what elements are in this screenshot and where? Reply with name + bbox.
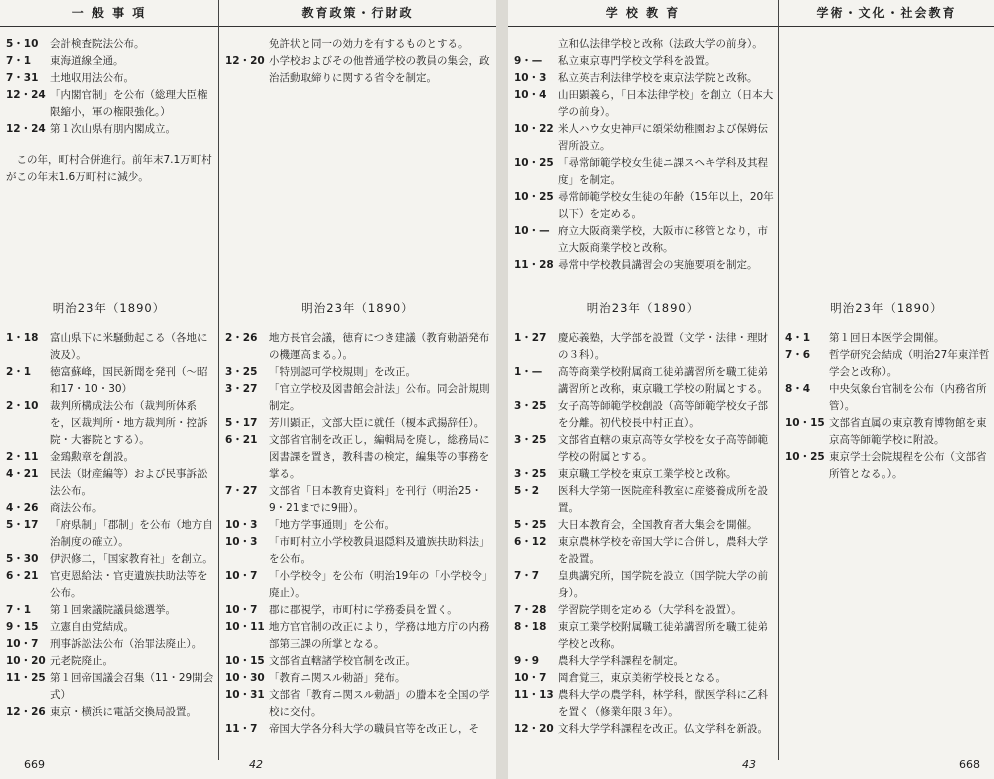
chronology-entry <box>225 619 492 653</box>
entry-date: 12・20 <box>225 55 265 67</box>
chronology-entry <box>225 670 492 687</box>
entry-date: 9・9 <box>514 655 540 667</box>
entry-text: 東京農林学校を帝国大学に合併し，農科大学を設置。 <box>558 536 768 565</box>
chronology-entry <box>6 449 214 466</box>
entry-text: 第１次山県有朋内閣成立。 <box>50 123 176 135</box>
entry-date: 6・21 <box>225 434 258 446</box>
entry-text: 女子高等師範学校創設（高等師範学校女子部を分離。初代校長中村正直）。 <box>558 400 768 429</box>
entry-text: 山田顕義ら，「日本法律学校」を創立（日本大学の前身）。 <box>558 89 774 118</box>
entry-text: 学習院学則を定める（大学科を設置）。 <box>558 604 742 616</box>
chronology-entry <box>6 653 214 670</box>
entry-date: 8・18 <box>514 621 547 633</box>
entry-text: 「市町村立小学校教員退隠料及遺族扶助料法」を公布。 <box>269 536 490 565</box>
entry-date: 5・17 <box>225 417 258 429</box>
entry-date: 12・26 <box>6 706 46 718</box>
chronology-entry <box>225 534 492 568</box>
entry-date: 10・7 <box>225 604 258 616</box>
chronology-entry <box>6 364 214 398</box>
entry-date: 4・21 <box>6 468 39 480</box>
entry-text: 「府県制」「郡制」を公布（地方自治制度の確立）。 <box>50 519 213 548</box>
column-header-school: 学 校 教 育 <box>508 0 778 27</box>
entry-text: 尋常師範学校女生徒の年齢（15年以上，20年以下）を定める。 <box>558 191 774 220</box>
entry-date: 1・27 <box>514 332 547 344</box>
chronology-entry <box>6 602 214 619</box>
entry-text: 裁判所構成法公布（裁判所体系を，区裁判所・地方裁判所・控訴院・大審院とする）。 <box>50 400 208 446</box>
entry-date: 3・25 <box>514 434 547 446</box>
entry-date: 10・4 <box>514 89 547 101</box>
chronology-entry <box>785 347 990 381</box>
entry-date: 7・28 <box>514 604 547 616</box>
entry-date: 10・15 <box>785 417 825 429</box>
entry-date: 2・1 <box>6 366 32 378</box>
chronology-entry <box>514 534 774 568</box>
entry-text: 民法（財産編等）および民事訴訟法公布。 <box>50 468 208 497</box>
entry-text: 徳富蘇峰，国民新聞を発刊（～昭和17・10・30） <box>50 366 208 395</box>
entry-text: 岡倉覚三，東京美術学校長となる。 <box>558 672 726 684</box>
entry-text: 刑事訴訟法公布（治罪法廃止）。 <box>50 638 203 650</box>
prev-year-entries-school <box>514 36 774 274</box>
chronology-entry <box>6 670 214 704</box>
chronology-entry <box>514 517 774 534</box>
chronology-entry <box>514 257 774 274</box>
entry-date <box>225 36 269 53</box>
chronology-entry <box>6 121 214 138</box>
entry-text: 小学校およびその他普通学校の教員の集会，政治活動取締りに関する省令を制定。 <box>269 55 490 84</box>
chronology-entry <box>785 415 990 449</box>
entry-date: 5・2 <box>514 485 540 497</box>
entry-text: 土地収用法公布。 <box>50 72 134 84</box>
chronology-entry <box>514 189 774 223</box>
chronology-entry <box>514 223 774 257</box>
entry-text: 医科大学第一医院産科教室に産婆養成所を設置。 <box>558 485 768 514</box>
entry-text: 文部省官制を改正し，編輯局を廃し，総務局に図書課を置き，教科書の検定，編集等の事務を掌る。 <box>269 434 490 480</box>
prev-year-entries-policy <box>225 36 492 87</box>
entry-date: 10・— <box>514 225 550 237</box>
chronology-entry <box>514 619 774 653</box>
year-heading-academic: 明治23年（1890） <box>830 301 943 315</box>
entry-date: 10・7 <box>6 638 39 650</box>
entry-text: 免許状と同一の効力を有するものとする。 <box>269 38 469 50</box>
chronology-entry <box>6 36 214 53</box>
entry-date: 10・22 <box>514 123 554 135</box>
entry-date: 5・25 <box>514 519 547 531</box>
book-gutter <box>496 0 508 779</box>
entry-text: 農科大学の農学科，林学科，獣医学科に乙科を置く（修業年限３年）。 <box>558 689 768 718</box>
entry-text: 文部省直属の東京教育博物館を東京高等師範学校に附設。 <box>829 417 987 446</box>
entry-date: 4・26 <box>6 502 39 514</box>
entry-text: 商法公布。 <box>50 502 103 514</box>
entry-text: 東京工業学校附属職工徒弟講習所を職工徒弟学校と改称。 <box>558 621 768 650</box>
chronology-entry <box>514 670 774 687</box>
entry-date: 6・12 <box>514 536 547 548</box>
chronology-entry <box>514 330 774 364</box>
chronology-entry <box>225 721 492 738</box>
chronology-entry <box>225 415 492 432</box>
entry-date: 7・1 <box>6 55 32 67</box>
entry-date: 10・25 <box>514 157 554 169</box>
entry-text: 文部省直轄諸学校官制を改正。 <box>269 655 416 667</box>
chronology-entry <box>514 36 774 53</box>
entry-date: 5・30 <box>6 553 39 565</box>
chronology-entry <box>514 398 774 432</box>
entry-text: 東京・横浜に電話交換局設置。 <box>50 706 197 718</box>
entry-date: 10・3 <box>225 519 258 531</box>
chronology-entry <box>225 381 492 415</box>
entry-text: 文科大学学科課程を改正。仏文学科を新設。 <box>558 723 768 735</box>
entry-text: 慶応義塾，大学部を設置（文学・法律・理財の３科）。 <box>558 332 768 361</box>
entry-date: 11・7 <box>225 723 258 735</box>
entry-text: 私立東京専門学校文学科を設置。 <box>558 55 716 67</box>
chronology-entry <box>225 483 492 517</box>
entry-date: 10・25 <box>785 451 825 463</box>
entry-text: 皇典講究所，国学院を設立（国学院大学の前身）。 <box>558 570 768 599</box>
chronology-entry <box>514 87 774 121</box>
chronology-entry <box>6 466 214 500</box>
entry-text: 府立大阪商業学校，大阪市に移管となり，市立大阪商業学校と改称。 <box>558 225 768 254</box>
entry-date: 3・25 <box>514 400 547 412</box>
entry-date: 11・28 <box>514 259 554 271</box>
entry-text: 「官立学校及図書館会計法」公布。同会計規則制定。 <box>269 383 490 412</box>
chronology-entry <box>6 619 214 636</box>
chronology-entry <box>514 364 774 398</box>
entry-text: 「内閣官制」を公布（総理大臣権限縮小，軍の権限強化。） <box>50 89 208 118</box>
entry-text: 「地方学事通則」を公布。 <box>269 519 395 531</box>
entry-text: 「特別認可学校規則」を改正。 <box>269 366 416 378</box>
chronology-entry <box>6 53 214 70</box>
entry-text: 金鵄勲章を創設。 <box>50 451 134 463</box>
chronology-entry <box>225 687 492 721</box>
chronology-entry <box>6 330 214 364</box>
entry-date: 3・25 <box>225 366 258 378</box>
left-page <box>0 0 496 779</box>
page-number-43: 43 <box>742 758 756 771</box>
entry-text: 文部省直轄の東京高等女学校を女子高等師範学校の附属とする。 <box>558 434 768 463</box>
entry-text: 官吏恩給法・官吏遺族扶助法等を公布。 <box>50 570 208 599</box>
entry-text: 中央気象台官制を公布（内務省所管）。 <box>829 383 987 412</box>
entry-text: 哲学研究会結成（明治27年東洋哲学会と改称）。 <box>829 349 990 378</box>
chronology-entry <box>225 653 492 670</box>
entry-date: 7・7 <box>514 570 540 582</box>
chronology-entry <box>225 432 492 483</box>
entries-policy-1890 <box>225 330 492 738</box>
entry-date: 7・31 <box>6 72 39 84</box>
right-page <box>508 0 994 779</box>
entry-date: 9・— <box>514 55 543 67</box>
entry-date: 5・10 <box>6 38 39 50</box>
entry-text: 「教育ニ関スル勅語」発布。 <box>269 672 406 684</box>
entry-text: 第１回衆議院議員総選挙。 <box>50 604 176 616</box>
entry-text: 地方長官会議，徳育につき建議（教育勅語発布の機運高まる。）。 <box>269 332 490 361</box>
entry-text: 立憲自由党結成。 <box>50 621 134 633</box>
entry-text: 第１回帝国議会召集（11・29開会式） <box>50 672 214 701</box>
entry-date: 12・24 <box>6 123 46 135</box>
chronology-entry <box>6 551 214 568</box>
entry-text: 大日本教育会，全国教育者大集会を開催。 <box>558 519 758 531</box>
chronology-entry <box>225 602 492 619</box>
chronology-entry <box>514 155 774 189</box>
entry-date: 2・26 <box>225 332 258 344</box>
entry-text: 東京職工学校を東京工業学校と改称。 <box>558 468 737 480</box>
chronology-entry <box>785 381 990 415</box>
entry-date: 4・1 <box>785 332 811 344</box>
entry-date: 10・25 <box>514 191 554 203</box>
chronology-entry <box>225 53 492 87</box>
entry-date: 2・10 <box>6 400 39 412</box>
column-header-general: 一 般 事 項 <box>0 0 218 27</box>
entry-date: 10・3 <box>225 536 258 548</box>
chronology-entry <box>225 568 492 602</box>
entry-text: 地方官官制の改正により，学務は地方庁の内務部第三課の所掌となる。 <box>269 621 490 650</box>
entry-date: 1・— <box>514 366 543 378</box>
entry-text: 文部省「日本教育史資料」を刊行（明治25・9・21までに9冊）。 <box>269 485 482 514</box>
entry-date: 10・30 <box>225 672 265 684</box>
entry-text: 元老院廃止。 <box>50 655 113 667</box>
entry-text: 農科大学学科課程を制定。 <box>558 655 684 667</box>
chronology-entry <box>225 364 492 381</box>
entry-date: 12・20 <box>514 723 554 735</box>
entry-text: 伊沢修二，「国家教育社」を創立。 <box>50 553 213 565</box>
municipal-merger-note: この年，町村合併進行。前年末7.1万町村がこの年末1.6万町村に減少。 <box>6 154 212 183</box>
entry-text: 芳川顕正，文部大臣に就任（榎本武揚辞任）。 <box>269 417 485 429</box>
entry-text: 郡に郡視学，市町村に学務委員を置く。 <box>269 604 458 616</box>
chronology-entry <box>225 517 492 534</box>
chronology-entry <box>6 568 214 602</box>
entry-text: 第１回日本医学会開催。 <box>829 332 945 344</box>
chronology-entry <box>514 121 774 155</box>
entry-text: 私立英吉利法律学校を東京法学院と改称。 <box>558 72 758 84</box>
annual-note <box>6 152 214 186</box>
entry-date: 9・15 <box>6 621 39 633</box>
column-header-policy: 教育政策・行財政 <box>219 0 496 27</box>
entry-text: 東京学士会院規程を公布（文部省所管となる。）。 <box>829 451 987 480</box>
entry-date: 10・15 <box>225 655 265 667</box>
chronology-entry <box>514 466 774 483</box>
entry-text: 尋常中学校教員講習会の実施要項を制定。 <box>558 259 758 271</box>
chronology-entry <box>6 70 214 87</box>
entry-date: 10・20 <box>6 655 46 667</box>
entry-date: 3・27 <box>225 383 258 395</box>
chronology-entry <box>6 636 214 653</box>
year-heading-policy: 明治23年（1890） <box>301 301 414 315</box>
chronology-entry <box>514 70 774 87</box>
column-general-affairs <box>0 0 218 779</box>
entry-date: 10・31 <box>225 689 265 701</box>
entry-date: 1・18 <box>6 332 39 344</box>
page-number-42: 42 <box>249 758 263 771</box>
chronology-entry <box>785 330 990 347</box>
entry-date: 10・11 <box>225 621 265 633</box>
entry-date: 10・3 <box>514 72 547 84</box>
prev-year-entries-general <box>6 36 214 138</box>
page-number-668: 668 <box>959 758 980 771</box>
chronology-entry <box>514 432 774 466</box>
year-heading-general: 明治23年（1890） <box>52 301 166 315</box>
chronology-entry <box>514 568 774 602</box>
column-header-academic: 学術・文化・社会教育 <box>779 0 994 27</box>
chronology-entry <box>6 87 214 121</box>
entry-date: 11・13 <box>514 689 554 701</box>
entry-date: 7・27 <box>225 485 258 497</box>
entry-date: 10・7 <box>514 672 547 684</box>
entry-text: 会計検査院法公布。 <box>50 38 145 50</box>
entry-text: 帝国大学各分科大学の職員官等を改正し，そ <box>269 723 479 735</box>
chronology-entry <box>6 704 214 721</box>
chronology-entry <box>514 602 774 619</box>
entry-text: 文部省「教育ニ関スル勅語」の謄本を全国の学校に交付。 <box>269 689 490 718</box>
entries-school-1890 <box>514 330 774 738</box>
entry-date: 7・1 <box>6 604 32 616</box>
entries-academic-1890 <box>785 330 990 483</box>
entry-text: 高等商業学校附属商工徒弟講習所を職工徒弟講習所と改称，東京職工学校の附属とする。 <box>558 366 768 395</box>
entry-date: 5・17 <box>6 519 39 531</box>
entry-text: 東海道線全通。 <box>50 55 124 67</box>
entry-date: 3・25 <box>514 468 547 480</box>
column-education-policy <box>219 0 496 779</box>
entry-date: 10・7 <box>225 570 258 582</box>
chronology-entry <box>514 53 774 70</box>
chronology-entry <box>514 721 774 738</box>
chronology-entry <box>225 36 492 53</box>
chronology-entry <box>6 517 214 551</box>
entry-text: 米人ハウ女史神戸に頌栄幼稚園および保姆伝習所設立。 <box>558 123 768 152</box>
entry-date: 11・25 <box>6 672 46 684</box>
entry-text: 立和仏法律学校と改称（法政大学の前身）。 <box>558 38 763 50</box>
column-school-education <box>508 0 778 779</box>
entry-date: 7・6 <box>785 349 811 361</box>
chronology-entry <box>785 449 990 483</box>
entries-general-1890 <box>6 330 214 721</box>
entry-text: 富山県下に米騒動起こる（各地に波及）。 <box>50 332 208 361</box>
entry-date: 2・11 <box>6 451 39 463</box>
chronology-entry <box>514 483 774 517</box>
entry-date: 12・24 <box>6 89 46 101</box>
chronology-entry <box>6 398 214 449</box>
chronology-entry <box>514 687 774 721</box>
chronology-entry <box>514 653 774 670</box>
entry-date <box>514 36 558 53</box>
entry-text: 「尋常師範学校女生徒ニ課スヘキ学科及其程度」を制定。 <box>558 157 768 186</box>
page-number-669: 669 <box>24 758 45 771</box>
chronology-entry <box>225 330 492 364</box>
entry-date: 8・4 <box>785 383 811 395</box>
chronology-entry <box>6 500 214 517</box>
entry-date: 6・21 <box>6 570 39 582</box>
column-academic-culture <box>779 0 994 779</box>
year-heading-school: 明治23年（1890） <box>586 301 700 315</box>
entry-text: 「小学校令」を公布（明治19年の「小学校令」廃止）。 <box>269 570 488 599</box>
